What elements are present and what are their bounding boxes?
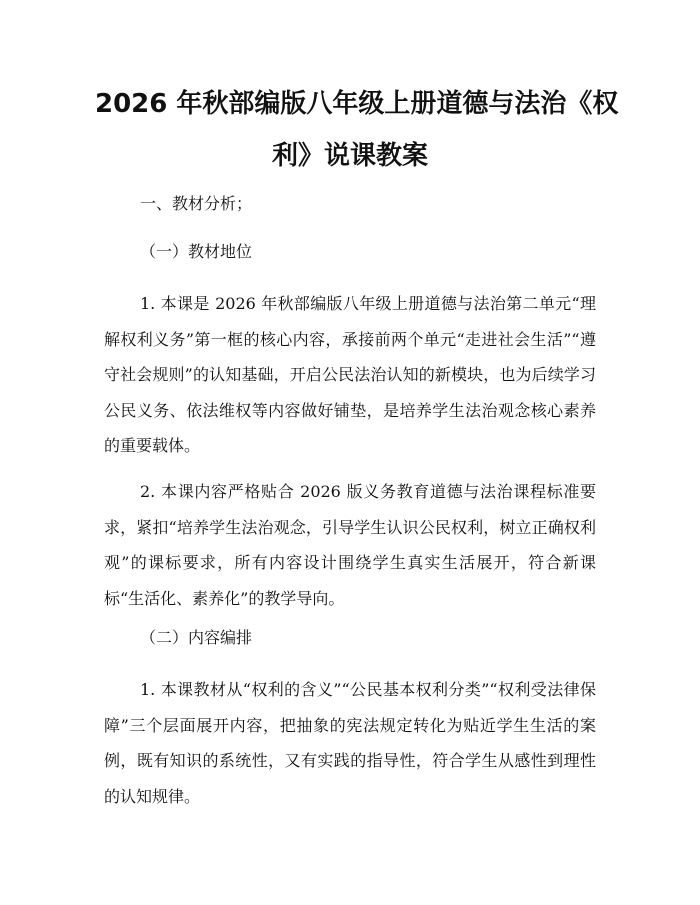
- paragraph-status-2: 2. 本课内容严格贴合 2026 版义务教育道德与法治课程标准要求，紧扣“培养学生法治观念，引导学生认识公民权利，树立正确权利观”的课标要求，所有内容设计围绕学生真实生活展开，符合新课标“生活化、素养化”的教学导向。: [104, 482, 596, 608]
- section-heading-textbook-analysis: 一、教材分析；: [140, 194, 253, 213]
- subsection-heading-content-arrangement: （二）内容编排: [140, 628, 253, 647]
- title-line-2: 利》说课教案: [271, 141, 428, 171]
- subsection-heading-textbook-status: （一）教材地位: [140, 242, 253, 261]
- paragraph-status-1: 1. 本课是 2026 年秋部编版八年级上册道德与法治第二单元“理解权利义务”第一框的核心内容，承接前两个单元“走进社会生活”“遵守社会规则”的认知基础，开启公民法治认知的新模块，也为后续学习公民义务、依法维权等内容做好铺垫，是培养学生法治观念核心素养的重要载体。: [104, 294, 596, 455]
- document-title: [95, 78, 619, 182]
- paragraph-arrangement-1: 1. 本课教材从“权利的含义”“公民基本权利分类”“权利受法律保障”三个层面展开内容，把抽象的宪法规定转化为贴近学生生活的案例，既有知识的系统性，又有实践的指导性，符合学生从感性到理性的认知规律。: [104, 680, 596, 806]
- title-line-1: 2026 年秋部编版八年级上册道德与法治《权: [95, 89, 619, 119]
